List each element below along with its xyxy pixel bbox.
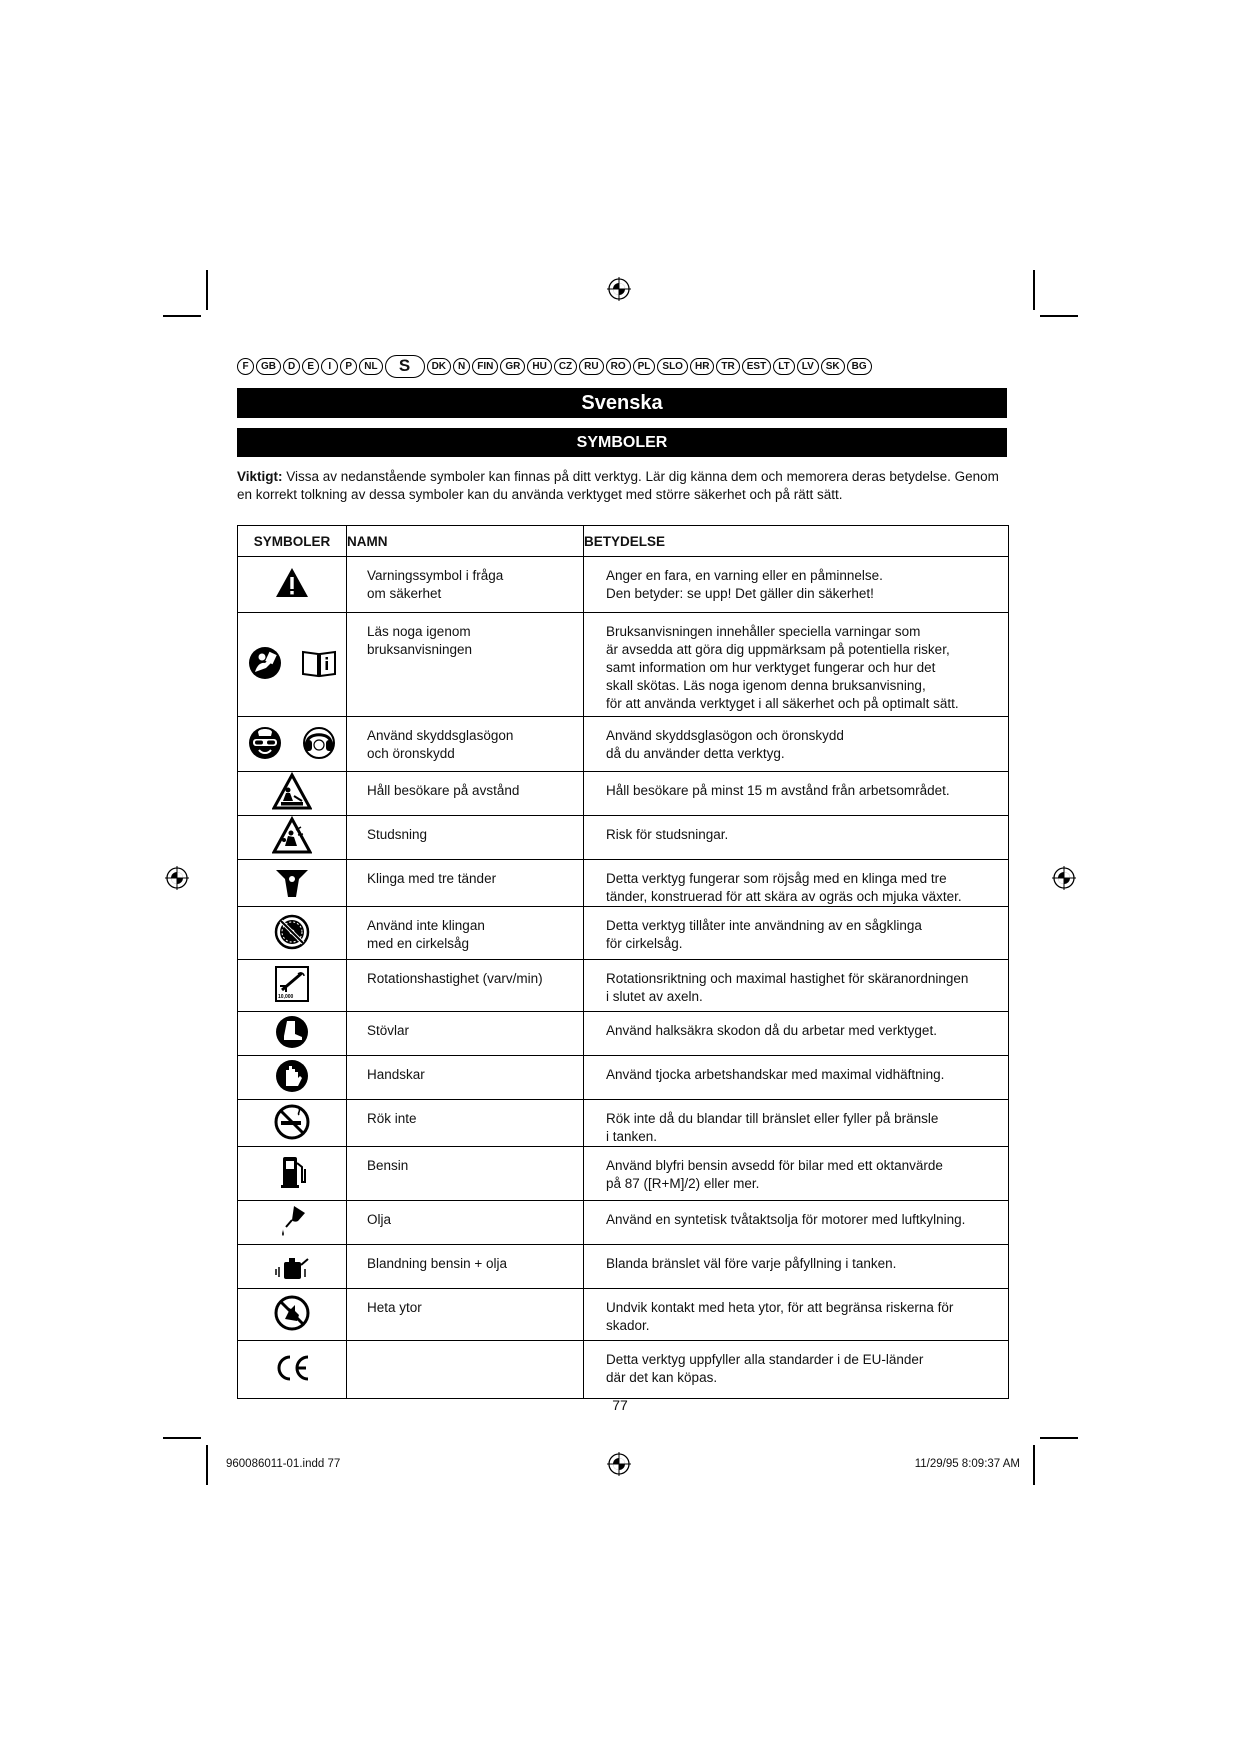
table-row [238,1100,1009,1147]
language-tab-tr: TR [716,358,739,375]
symbol-meaning: Använd tjocka arbetshandskar med maximal vidhäftning. [606,1067,945,1082]
name-cell [347,1056,584,1100]
svg-text:10,000: 10,000 [278,994,294,1000]
fuel-mix-icon [272,1245,312,1288]
meaning-cell [584,613,1009,717]
kickback-icon [272,816,312,859]
language-tab-hu: HU [527,358,551,375]
meaning-cell [584,960,1009,1012]
name-cell [347,1012,584,1056]
symbol-name: Rotationshastighet (varv/min) [367,971,543,986]
language-tab-gb: GB [256,358,281,375]
no-smoking-icon [272,1102,312,1145]
registration-mark-icon [607,1452,631,1476]
symbol-meaning: Använd blyfri bensin avsedd för bilar med ett oktanvärde på 87 ([R+M]/2) eller mer. [606,1158,943,1191]
symbol-cell [238,557,347,613]
language-tab-est: EST [742,358,771,375]
name-cell [347,1289,584,1341]
symbol-cell [238,1341,347,1399]
ce-mark-icon [272,1348,312,1391]
hot-surface-icon [272,1293,312,1336]
meaning-cell [584,1012,1009,1056]
symbol-meaning: Håll besökare på minst 15 m avstånd från arbetsområdet. [606,783,950,798]
symbol-cell [238,960,347,1012]
footer-file: 960086011-01.indd 77 [226,1458,341,1470]
registration-mark-icon [1052,866,1076,890]
symbols-table [237,525,1009,1399]
symbol-cell [238,772,347,816]
table-row [238,960,1009,1012]
name-cell [347,717,584,772]
meaning-cell [584,907,1009,960]
symbol-meaning: Undvik kontakt med heta ytor, för att begränsa riskerna för skador. [606,1300,954,1333]
language-tab-gr: GR [500,358,525,375]
registration-mark-icon [165,866,189,890]
symbol-name: Olja [367,1212,392,1227]
language-tab-d: D [283,358,300,375]
keep-distance-15m-icon [272,772,312,815]
ear-protection-icon [299,723,339,766]
table-row [238,557,1009,613]
header-meaning: BETYDELSE [584,526,1009,557]
read-manual-person-icon [245,643,285,686]
symbol-name: Håll besökare på avstånd [367,783,520,798]
meaning-cell [584,557,1009,613]
name-cell [347,960,584,1012]
name-cell [347,613,584,717]
language-tab-slo: SLO [657,358,688,375]
table-row [238,1147,1009,1201]
header-name: NAMN [347,526,584,557]
symbol-meaning: Anger en fara, en varning eller en påminnelse. Den betyder: se upp! Det gäller din säkerhet! [606,568,883,601]
name-cell [347,1201,584,1245]
language-tab-lt: LT [773,358,794,375]
symbol-name: Blandning bensin + olja [367,1256,507,1271]
name-cell [347,816,584,860]
intro-paragraph [237,468,1012,504]
table-row [238,816,1009,860]
meaning-cell [584,860,1009,907]
name-cell [347,1341,584,1399]
table-row [238,1056,1009,1100]
meaning-cell [584,1289,1009,1341]
symbol-meaning: Använd skyddsglasögon och öronskydd då du använder detta verktyg. [606,728,844,761]
read-manual-book-icon [299,643,339,686]
boots-icon [272,1012,312,1055]
table-header-row [238,526,1009,557]
language-tab-sk: SK [821,358,845,375]
name-cell [347,1100,584,1147]
header-symbols: SYMBOLER [238,526,347,557]
meaning-cell [584,1056,1009,1100]
meaning-cell [584,717,1009,772]
symbol-name: Läs noga igenom bruksanvisningen [367,624,473,657]
table-row [238,1289,1009,1341]
warning-triangle-icon [272,563,312,606]
symbol-name: Använd skyddsglasögon och öronskydd [367,728,514,761]
page-number: 77 [612,1397,628,1413]
symbol-cell [238,1245,347,1289]
table-row [238,613,1009,717]
symbol-cell [238,717,347,772]
symbol-meaning: Använd en syntetisk tvåtaktsolja för motorer med luftkylning. [606,1212,966,1227]
symbol-meaning: Bruksanvisningen innehåller speciella varningar som är avsedda att göra dig uppmärksam på potentiella risker, samt information om hur verktyget fungerar och hur det skall skötas. Läs noga igenom denna bruksanvisning, för att använda verktyget i all säkerhet och på optimalt sätt. [606,624,959,711]
table-row [238,1012,1009,1056]
crop-mark [1040,315,1078,317]
language-tab-pl: PL [633,358,656,375]
language-tab-dk: DK [427,358,451,375]
oil-drop-icon [272,1201,312,1244]
crop-mark [163,1437,201,1439]
footer-datetime: 11/29/95 8:09:37 AM [914,1458,1020,1470]
crop-mark [1033,1445,1035,1485]
language-tab-p: P [340,358,357,375]
table-row [238,1245,1009,1289]
symbol-name: Heta ytor [367,1300,422,1315]
language-tab-lv: LV [797,358,819,375]
symbol-name: Rök inte [367,1111,417,1126]
language-tab-f: F [237,358,254,375]
table-row [238,717,1009,772]
symbol-meaning: Risk för studsningar. [606,827,729,842]
crop-mark [163,315,201,317]
crop-mark [1040,1437,1078,1439]
meaning-cell [584,1100,1009,1147]
table-row [238,907,1009,960]
symbol-name: Handskar [367,1067,425,1082]
symbol-name: Studsning [367,827,428,842]
language-tab-n: N [453,358,470,375]
language-tab-fin: FIN [472,358,498,375]
symbol-meaning: Rök inte då du blandar till bränslet eller fyller på bränsle i tanken. [606,1111,939,1144]
symbol-meaning: Blanda bränslet väl före varje påfyllning i tanken. [606,1256,897,1271]
name-cell [347,1245,584,1289]
language-tab-e: E [302,358,319,375]
symbol-cell [238,1289,347,1341]
meaning-cell [584,772,1009,816]
crop-mark [206,1445,208,1485]
symbol-name: Varningssymbol i fråga om säkerhet [367,568,504,601]
language-tabs [237,354,1007,378]
symbol-name [347,1341,583,1351]
symbol-name: Använd inte klingan med en cirkelsåg [367,918,485,951]
rotation-speed-icon [272,964,312,1007]
language-tab-nl: NL [359,358,382,375]
symbol-meaning: Använd halksäkra skodon då du arbetar med verktyget. [606,1023,937,1038]
table-row [238,860,1009,907]
symbol-cell [238,1147,347,1201]
crop-mark [1033,270,1035,310]
table-row [238,772,1009,816]
symbol-cell [238,1056,347,1100]
meaning-cell [584,1341,1009,1399]
name-cell [347,772,584,816]
name-cell [347,860,584,907]
symbol-cell [238,1100,347,1147]
symbol-cell [238,907,347,960]
language-tab-ro: RO [606,358,631,375]
registration-mark-icon [607,277,631,301]
language-tab-i: I [321,358,338,375]
symbol-cell [238,613,347,717]
language-tab-hr: HR [690,358,714,375]
language-tab-cz: CZ [554,358,577,375]
table-row [238,1341,1009,1399]
fuel-pump-icon [272,1152,312,1195]
intro-text: Vissa av nedanstående symboler kan finnas på ditt verktyg. Lär dig känna dem och memorera deras betydelse. Genom en korrekt tolkning av dessa symboler kan du använda verktyget med större säkerhet och på rätt sätt. [237,469,999,502]
meaning-cell [584,816,1009,860]
safety-glasses-icon [245,723,285,766]
gloves-icon [272,1056,312,1099]
language-tab-s: S [385,355,425,378]
symbol-cell [238,1201,347,1245]
no-circular-saw-blade-icon [272,912,312,955]
language-tab-ru: RU [579,358,603,375]
symbol-cell [238,816,347,860]
symbol-meaning: Detta verktyg tillåter inte användning av en sågklinga för cirkelsåg. [606,918,922,951]
three-tooth-blade-icon [272,862,312,905]
name-cell [347,557,584,613]
symbol-meaning: Detta verktyg uppfyller alla standarder i de EU-länder där det kan köpas. [606,1352,924,1385]
section-title: SYMBOLER [237,428,1007,457]
symbol-meaning: Detta verktyg fungerar som röjsåg med en klinga med tre tänder, konstruerad för att skära av ogräs och mjuka växter. [606,871,962,904]
symbol-cell [238,1012,347,1056]
symbol-name: Klinga med tre tänder [367,871,497,886]
intro-label: Viktigt: [237,469,283,484]
meaning-cell [584,1201,1009,1245]
meaning-cell [584,1147,1009,1201]
crop-mark [206,270,208,310]
symbol-meaning: Rotationsriktning och maximal hastighet för skäranordningen i slutet av axeln. [606,971,969,1004]
symbol-cell [238,860,347,907]
meaning-cell [584,1245,1009,1289]
symbol-name: Bensin [367,1158,409,1173]
name-cell [347,1147,584,1201]
symbol-name: Stövlar [367,1023,410,1038]
language-tab-bg: BG [847,358,872,375]
table-row [238,1201,1009,1245]
name-cell [347,907,584,960]
page-title: Svenska [237,388,1007,418]
